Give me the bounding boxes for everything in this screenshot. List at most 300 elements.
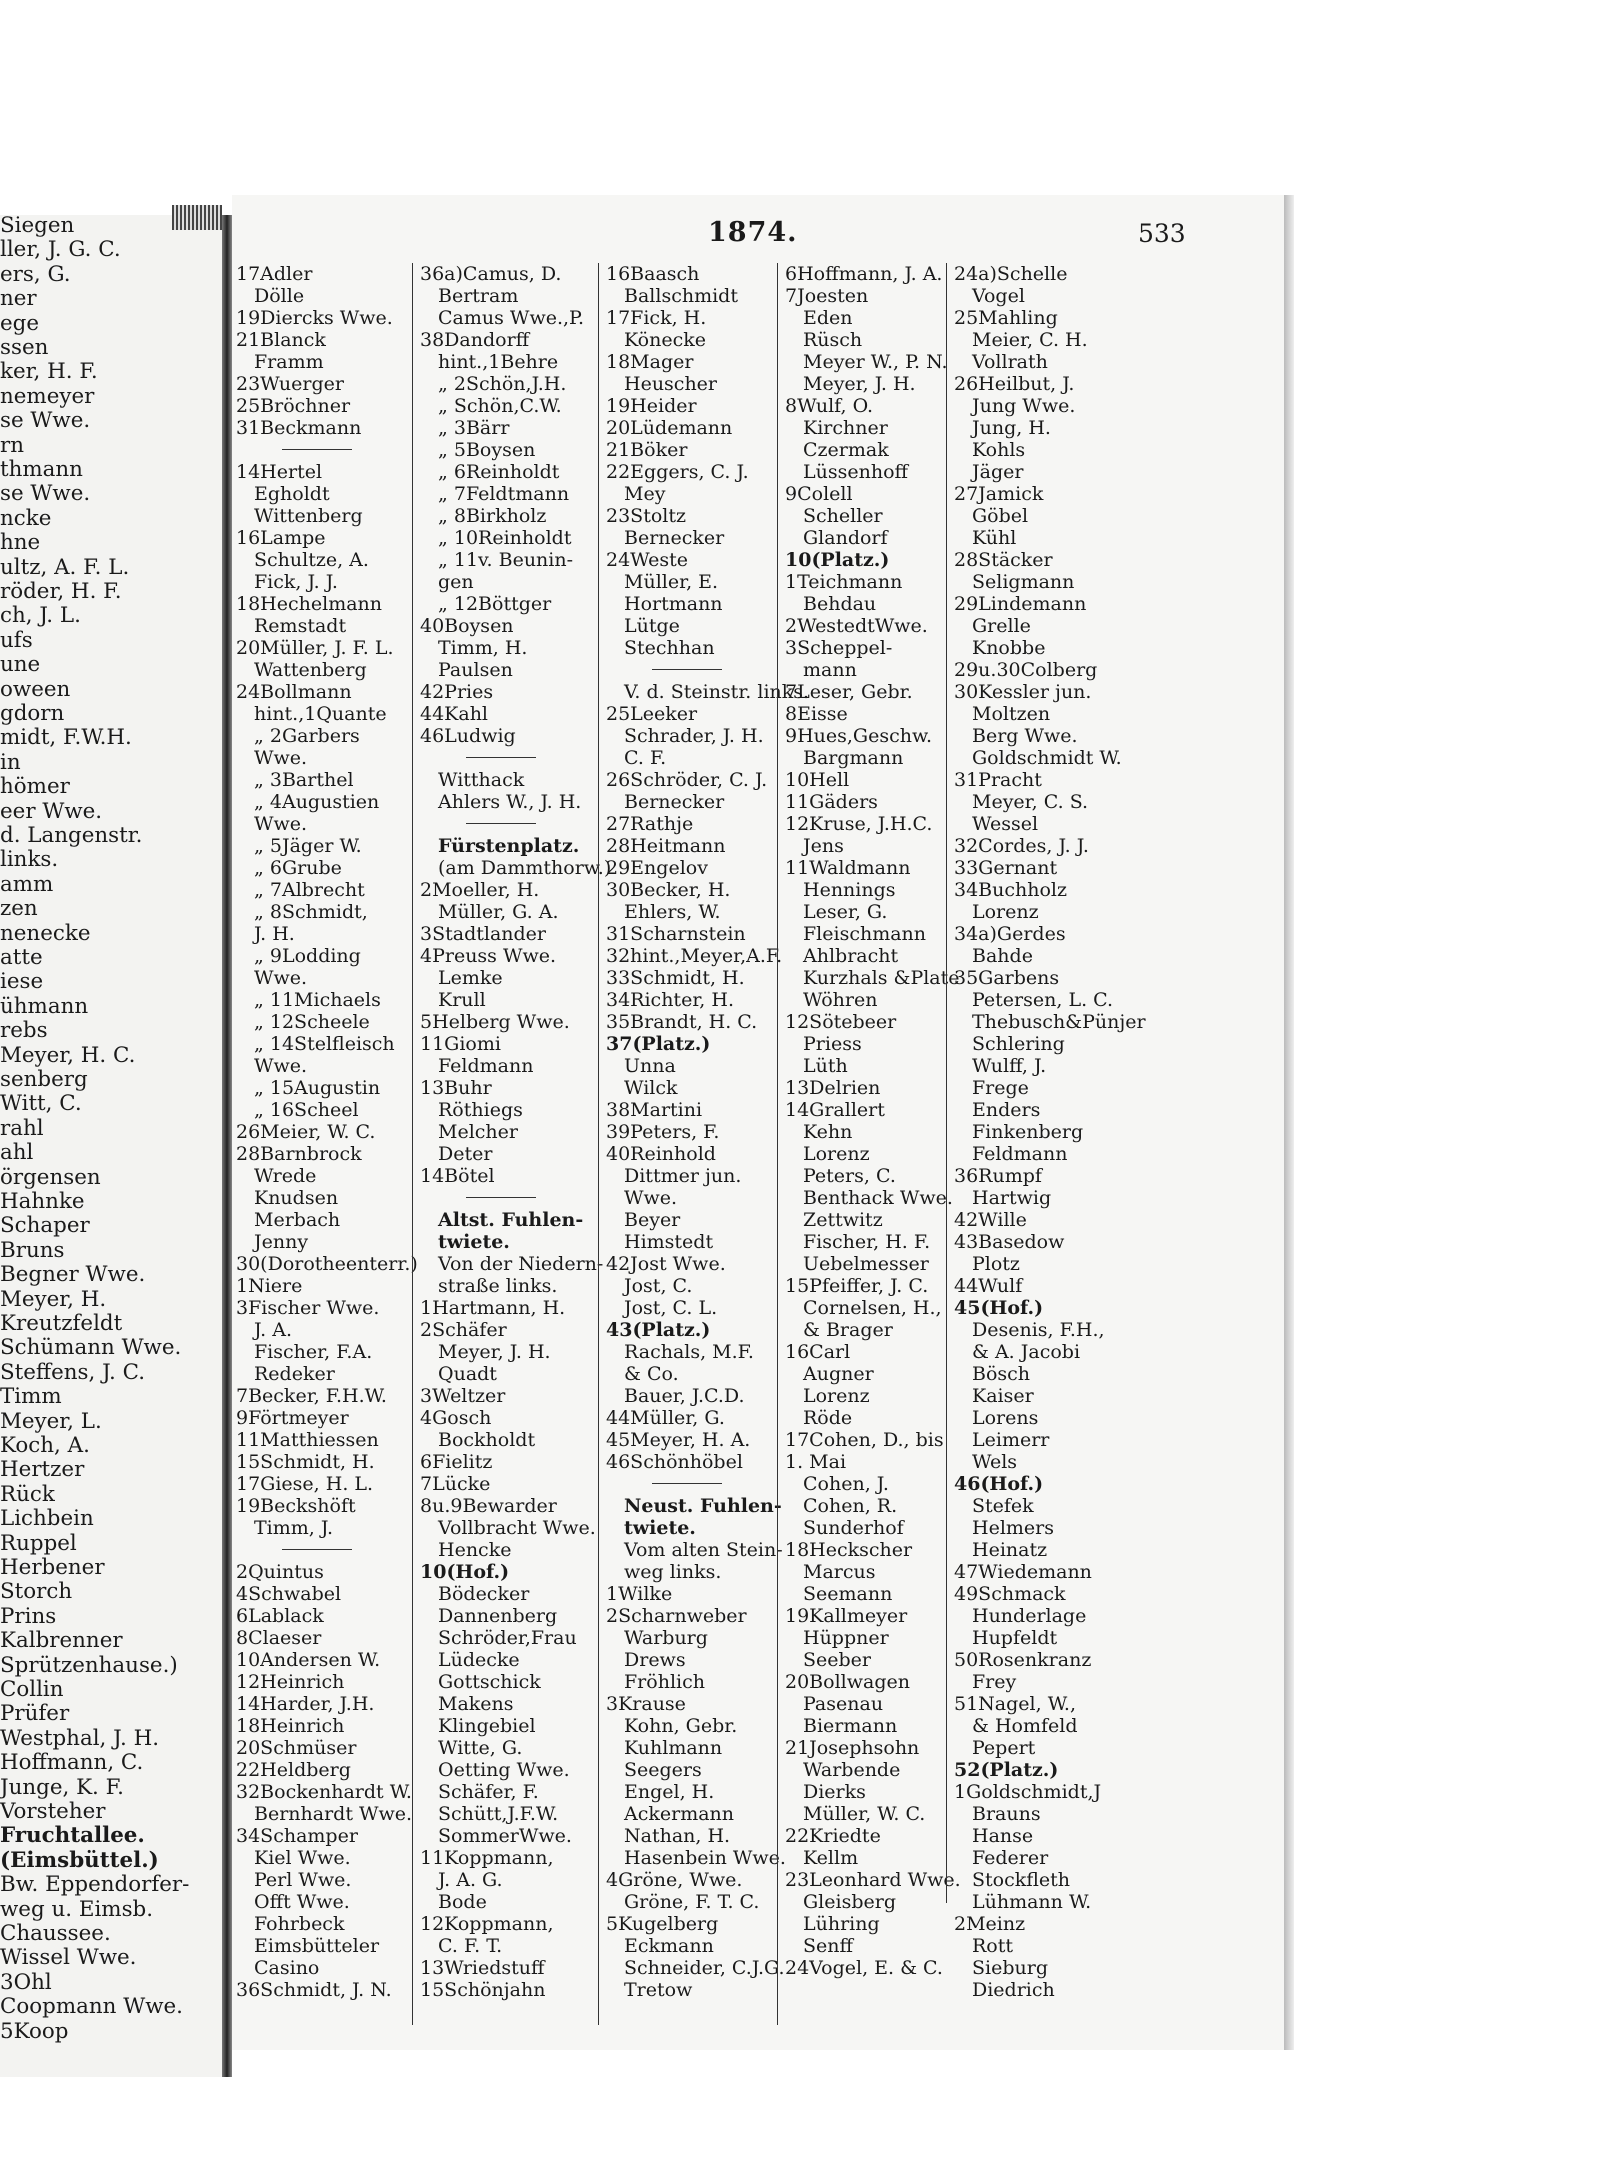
directory-entry: 19Beckshöft (236, 1495, 356, 1517)
directory-entry: 25Bröchner (236, 395, 351, 417)
directory-entry: & Brager (803, 1319, 893, 1341)
directory-entry: 6Fielitz (420, 1451, 493, 1473)
left-page-entry: Kreutzfeldt (0, 1311, 123, 1336)
directory-entry: 17Cohen, D., bis (785, 1429, 944, 1451)
directory-entry: Desenis, F.H., (972, 1319, 1105, 1341)
left-page-entry: Hoffmann, C. (0, 1750, 144, 1775)
directory-entry: Grelle (972, 615, 1031, 637)
directory-entry: 4Preuss Wwe. (420, 945, 557, 967)
directory-entry: Vogel (972, 285, 1025, 307)
directory-entry: Deter (438, 1143, 493, 1165)
directory-entry: 12Kruse, J.H.C. (785, 813, 933, 835)
directory-entry: Heinatz (972, 1539, 1048, 1561)
left-page-entry: rebs (0, 1018, 48, 1043)
directory-entry: Enders (972, 1099, 1041, 1121)
directory-entry: Biermann (803, 1715, 898, 1737)
left-page-entry: Meyer, L. (0, 1409, 102, 1434)
directory-entry: Fürstenplatz. (438, 835, 580, 857)
directory-entry: 38Dandorff (420, 329, 530, 351)
directory-entry: Senff (803, 1935, 853, 1957)
directory-entry: Engel, H. (624, 1781, 715, 1803)
directory-entry: „ 8Birkholz (438, 505, 547, 527)
directory-entry: 45Meyer, H. A. (606, 1429, 751, 1451)
directory-entry: 45(Hof.) (954, 1297, 1044, 1319)
directory-entry: 29Engelov (606, 857, 708, 879)
directory-entry: 19Heider (606, 395, 697, 417)
directory-entry: 20Müller, J. F. L. (236, 637, 394, 659)
directory-entry: Kellm (803, 1847, 859, 1869)
directory-entry: Lüth (803, 1055, 848, 1077)
directory-entry: 2Quintus (236, 1561, 324, 1583)
left-page-entry: Hahnke (0, 1189, 85, 1214)
directory-entry: Bargmann (803, 747, 904, 769)
left-page-entry: d. Langenstr. (0, 823, 143, 848)
directory-entry: SommerWwe. (438, 1825, 572, 1847)
left-page-entry: se Wwe. (0, 408, 91, 433)
directory-entry: 14Hertel (236, 461, 323, 483)
left-page-entry: senberg (0, 1067, 88, 1092)
directory-entry: Wessel (972, 813, 1039, 835)
directory-entry: 4Gröne, Wwe. (606, 1869, 743, 1891)
left-page-entry: Prins (0, 1604, 57, 1629)
directory-entry: Seligmann (972, 571, 1075, 593)
directory-entry: Cornelsen, H., (803, 1297, 942, 1319)
directory-entry: Timm, J. (254, 1517, 334, 1539)
directory-entry: Lühmann W. (972, 1891, 1092, 1913)
directory-entry: Klingebiel (438, 1715, 536, 1737)
directory-entry: Offt Wwe. (254, 1891, 350, 1913)
directory-entry: Warburg (624, 1627, 708, 1649)
left-page-entry: ller, J. G. C. (0, 237, 121, 262)
directory-entry: Warbende (803, 1759, 901, 1781)
directory-entry: 7Leser, Gebr. (785, 681, 913, 703)
left-page-entry: zen (0, 896, 38, 921)
directory-entry: Kühl (972, 527, 1017, 549)
directory-entry: J. A. (254, 1319, 292, 1341)
directory-entry: 4Schwabel (236, 1583, 342, 1605)
directory-entry: 42Wille (954, 1209, 1027, 1231)
directory-entry: Goldschmidt W. (972, 747, 1122, 769)
directory-entry: Wwe. (624, 1187, 678, 1209)
directory-entry: 22Kriedte (785, 1825, 881, 1847)
directory-entry: 35Brandt, H. C. (606, 1011, 758, 1033)
directory-entry: 26Meier, W. C. (236, 1121, 376, 1143)
section-rule (466, 1197, 536, 1198)
directory-entry: 7Lücke (420, 1473, 491, 1495)
directory-entry: & A. Jacobi (972, 1341, 1081, 1363)
directory-entry: 28Heitmann (606, 835, 726, 857)
left-page-entry: Sprützenhause.) (0, 1653, 178, 1678)
directory-entry: Bödecker (438, 1583, 530, 1605)
left-page-entry: in (0, 750, 21, 775)
directory-entry: 10Hell (785, 769, 850, 791)
directory-entry: Wattenberg (254, 659, 367, 681)
directory-entry: Quadt (438, 1363, 497, 1385)
left-page-entry: Witt, C. (0, 1091, 82, 1116)
directory-entry: 34Schamper (236, 1825, 358, 1847)
directory-entry: Glandorf (803, 527, 888, 549)
directory-entry: 1. Mai (785, 1451, 847, 1473)
directory-entry: Egholdt (254, 483, 330, 505)
column-5 (950, 263, 1284, 2028)
directory-entry: Himstedt (624, 1231, 714, 1253)
directory-entry: 2Moeller, H. (420, 879, 540, 901)
directory-entry: Meyer, J. H. (438, 1341, 551, 1363)
directory-entry: Makens (438, 1693, 514, 1715)
directory-entry: 31Scharnstein (606, 923, 746, 945)
directory-entry: Fischer, F.A. (254, 1341, 373, 1363)
directory-entry: Diedrich (972, 1979, 1055, 2001)
directory-entry: Pepert (972, 1737, 1036, 1759)
directory-entry: 3Weltzer (420, 1385, 506, 1407)
left-page-entry: Begner Wwe. (0, 1262, 146, 1287)
left-page-entry: Wissel Wwe. (0, 1945, 137, 1970)
directory-entry: 14Bötel (420, 1165, 495, 1187)
left-page-entry: Schümann Wwe. (0, 1335, 182, 1360)
directory-entry: Eden (803, 307, 853, 329)
directory-entry: Kohls (972, 439, 1026, 461)
directory-entry: 46Schönhöbel (606, 1451, 743, 1473)
left-page-entry: Collin (0, 1677, 64, 1702)
directory-entry: Seeber (803, 1649, 871, 1671)
directory-entry: 3Krause (606, 1693, 686, 1715)
directory-entry: 21Josephsohn (785, 1737, 920, 1759)
directory-entry: Röthiegs (438, 1099, 523, 1121)
directory-entry: 2Scharnweber (606, 1605, 747, 1627)
directory-entry: Meyer W., P. N. (803, 351, 948, 373)
directory-entry: 21Blanck (236, 329, 326, 351)
directory-entry: 18Heckscher (785, 1539, 913, 1561)
directory-entry: Meier, C. H. (972, 329, 1088, 351)
directory-entry: 25Mahling (954, 307, 1058, 329)
directory-entry: Kiel Wwe. (254, 1847, 351, 1869)
directory-entry: 38Martini (606, 1099, 703, 1121)
directory-entry: 11Waldmann (785, 857, 911, 879)
directory-entry: Bode (438, 1891, 487, 1913)
directory-page (232, 195, 1284, 2050)
directory-entry: 31Pracht (954, 769, 1042, 791)
directory-entry: 32Bockenhardt W. (236, 1781, 412, 1803)
directory-entry: Hartwig (972, 1187, 1052, 1209)
directory-entry: 30Kessler jun. (954, 681, 1092, 703)
left-page-entry: ers, G. (0, 262, 71, 287)
directory-entry: Helmers (972, 1517, 1054, 1539)
directory-entry: 22Eggers, C. J. (606, 461, 749, 483)
directory-entry: Wulff, J. (972, 1055, 1047, 1077)
directory-entry: 32hint.,Meyer,A.F. (606, 945, 783, 967)
left-page-entry: Schaper (0, 1213, 90, 1238)
directory-entry: 46Ludwig (420, 725, 516, 747)
directory-entry: 1Wilke (606, 1583, 673, 1605)
directory-entry: „ 11v. Beunin- (438, 549, 574, 571)
directory-entry: Ahlbracht (803, 945, 899, 967)
directory-entry: twiete. (624, 1517, 696, 1539)
left-page-entry: Hertzer (0, 1457, 85, 1482)
directory-entry: 50Rosenkranz (954, 1649, 1092, 1671)
directory-entry: Lüssenhoff (803, 461, 909, 483)
directory-entry: Schultze, A. (254, 549, 369, 571)
directory-entry: „ 12Böttger (438, 593, 552, 615)
directory-entry: Zettwitz (803, 1209, 883, 1231)
directory-entry: 13Wriedstuff (420, 1957, 545, 1979)
column-3 (602, 263, 810, 2028)
directory-entry: Fischer, H. F. (803, 1231, 931, 1253)
directory-entry: „ 9Lodding (254, 945, 361, 967)
left-page-entry: ultz, A. F. L. (0, 555, 130, 580)
directory-entry: 7Joesten (785, 285, 869, 307)
directory-entry: 17Adler (236, 263, 313, 285)
left-page-fragment (0, 215, 228, 2077)
directory-entry: Fröhlich (624, 1671, 705, 1693)
directory-entry: 12Sötebeer (785, 1011, 897, 1033)
directory-entry: Fohrbeck (254, 1913, 345, 1935)
directory-entry: 51Nagel, W., (954, 1693, 1076, 1715)
directory-entry: „ 15Augustin (254, 1077, 381, 1099)
directory-entry: Schlering (972, 1033, 1065, 1055)
left-page-entry: Westphal, J. H. (0, 1726, 160, 1751)
directory-entry: Timm, H. (438, 637, 528, 659)
directory-entry: „ 12Scheele (254, 1011, 370, 1033)
directory-entry: 6Lablack (236, 1605, 324, 1627)
directory-entry: Lemke (438, 967, 503, 989)
directory-entry: Schütt,J.F.W. (438, 1803, 559, 1825)
directory-entry: Meyer, J. H. (803, 373, 916, 395)
directory-entry: straße links. (438, 1275, 558, 1297)
directory-entry: Leimerr (972, 1429, 1050, 1451)
directory-entry: „ 7Albrecht (254, 879, 365, 901)
directory-entry: „ 6Grube (254, 857, 342, 879)
directory-entry: 10Andersen W. (236, 1649, 381, 1671)
directory-entry: Perl Wwe. (254, 1869, 352, 1891)
directory-entry: Frey (972, 1671, 1017, 1693)
directory-entry: „ 3Barthel (254, 769, 354, 791)
directory-entry: Göbel (972, 505, 1029, 527)
directory-entry: Lütge (624, 615, 680, 637)
directory-entry: Gröne, F. T. C. (624, 1891, 760, 1913)
directory-entry: „ 14Stelfleisch (254, 1033, 395, 1055)
directory-entry: 44Kahl (420, 703, 489, 725)
directory-entry: Wittenberg (254, 505, 363, 527)
directory-entry: Vom alten Stein- (624, 1539, 783, 1561)
left-page-entry: (Eimsbüttel.) (0, 1848, 159, 1873)
directory-entry: Bernhardt Wwe. (254, 1803, 413, 1825)
directory-entry: 9Förtmeyer (236, 1407, 349, 1429)
directory-entry: 21Böker (606, 439, 688, 461)
directory-entry: „ 5Jäger W. (254, 835, 362, 857)
directory-entry: 23Leonhard Wwe. (785, 1869, 961, 1891)
left-page-entry: nenecke (0, 921, 91, 946)
directory-entry: 3Fischer Wwe. (236, 1297, 380, 1319)
left-page-entry: ahl (0, 1140, 34, 1165)
directory-entry: Wilck (624, 1077, 678, 1099)
directory-entry: twiete. (438, 1231, 510, 1253)
directory-entry: Jung, H. (972, 417, 1051, 439)
directory-entry: Bahde (972, 945, 1033, 967)
left-page-entry: rahl (0, 1116, 44, 1141)
directory-entry: Priess (803, 1033, 862, 1055)
left-page-entry: ncke (0, 506, 52, 531)
directory-entry: 16Carl (785, 1341, 851, 1363)
directory-entry: 1Hartmann, H. (420, 1297, 566, 1319)
directory-entry: 34Richter, H. (606, 989, 734, 1011)
left-page-entry: 5Koop (0, 2019, 69, 2044)
directory-entry: 31Beckmann (236, 417, 362, 439)
directory-entry: Hortmann (624, 593, 723, 615)
directory-entry: 11Gäders (785, 791, 878, 813)
directory-entry: Vollrath (972, 351, 1048, 373)
directory-entry: 2Schäfer (420, 1319, 507, 1341)
directory-entry: 29Lindemann (954, 593, 1087, 615)
directory-entry: Oetting Wwe. (438, 1759, 570, 1781)
directory-entry: Fleischmann (803, 923, 927, 945)
directory-entry: Müller, G. A. (438, 901, 559, 923)
directory-entry: Pasenau (803, 1693, 884, 1715)
directory-entry: hint.,1Behre (438, 351, 559, 373)
directory-entry: Jost, C. (624, 1275, 693, 1297)
left-page-entry: 3Ohl (0, 1970, 52, 1995)
directory-entry: Witthack (438, 769, 525, 791)
directory-entry: 5Helberg Wwe. (420, 1011, 570, 1033)
directory-entry: Müller, W. C. (803, 1803, 926, 1825)
directory-entry: & Co. (624, 1363, 679, 1385)
directory-entry: Hencke (438, 1539, 512, 1561)
left-page-entry: Steffens, J. C. (0, 1360, 146, 1385)
directory-entry: Hennings (803, 879, 896, 901)
directory-entry: 22Heldberg (236, 1759, 351, 1781)
directory-entry: Kuhlmann (624, 1737, 723, 1759)
directory-entry: Frege (972, 1077, 1029, 1099)
left-page-entry: amm (0, 872, 54, 897)
directory-entry: Von der Niedern- (438, 1253, 604, 1275)
directory-entry: Neust. Fuhlen- (624, 1495, 782, 1517)
directory-entry: Knobbe (972, 637, 1046, 659)
directory-entry: Schneider, C.J.G. (624, 1957, 785, 1979)
left-page-entry: ker, H. F. (0, 359, 98, 384)
directory-entry: 25Leeker (606, 703, 698, 725)
directory-entry: 47Wiedemann (954, 1561, 1092, 1583)
directory-entry: Melcher (438, 1121, 518, 1143)
directory-entry: V. d. Steinstr. links. (624, 681, 810, 703)
directory-entry: Heuscher (624, 373, 718, 395)
directory-entry: 43(Platz.) (606, 1319, 711, 1341)
directory-entry: Knudsen (254, 1187, 339, 1209)
directory-entry: Schröder,Frau (438, 1627, 577, 1649)
directory-entry: „ 3Bärr (438, 417, 510, 439)
directory-entry: 18Heinrich (236, 1715, 345, 1737)
directory-entry: „ 11Michaels (254, 989, 381, 1011)
directory-entry: 37(Platz.) (606, 1033, 711, 1055)
directory-entry: Bösch (972, 1363, 1031, 1385)
directory-entry: Lorenz (972, 901, 1039, 923)
directory-entry: 33Gernant (954, 857, 1058, 879)
directory-entry: 44Wulf (954, 1275, 1023, 1297)
directory-entry: Seemann (803, 1583, 893, 1605)
directory-entry: 40Boysen (420, 615, 514, 637)
directory-entry: 19Kallmeyer (785, 1605, 908, 1627)
left-page-entry: ufs (0, 628, 33, 653)
directory-entry: 27Rathje (606, 813, 694, 835)
directory-entry: Berg Wwe. (972, 725, 1078, 747)
directory-entry: weg links. (624, 1561, 722, 1583)
directory-entry: Wöhren (803, 989, 878, 1011)
directory-entry: Wrede (254, 1165, 317, 1187)
directory-entry: Jost, C. L. (624, 1297, 718, 1319)
directory-entry: 4Gosch (420, 1407, 492, 1429)
directory-entry: Nathan, H. (624, 1825, 731, 1847)
directory-entry: 8Wulf, O. (785, 395, 874, 417)
directory-entry: 28Stäcker (954, 549, 1053, 571)
directory-entry: 2WestedtWwe. (785, 615, 928, 637)
directory-entry: Wels (972, 1451, 1018, 1473)
directory-entry: Bauer, J.C.D. (624, 1385, 745, 1407)
directory-entry: Wwe. (254, 1055, 308, 1077)
directory-entry: 11Giomi (420, 1033, 501, 1055)
directory-entry: 28Barnbrock (236, 1143, 362, 1165)
section-rule (652, 669, 722, 670)
directory-entry: 11Matthiessen (236, 1429, 379, 1451)
directory-entry: 40Reinhold (606, 1143, 716, 1165)
left-page-entry: Herbener (0, 1555, 105, 1580)
directory-entry: Augner (803, 1363, 874, 1385)
directory-entry: „ 6Reinholdt (438, 461, 560, 483)
directory-entry: Finkenberg (972, 1121, 1084, 1143)
left-page-entry: iese (0, 969, 44, 994)
directory-entry: 23Wuerger (236, 373, 344, 395)
directory-entry: Stefek (972, 1495, 1034, 1517)
left-page-entry: Meyer, H. (0, 1287, 107, 1312)
left-page-entry: Vorsteher (0, 1799, 106, 1824)
directory-entry: 39Peters, F. (606, 1121, 720, 1143)
directory-entry: J. A. G. (438, 1869, 503, 1891)
page-gutter (222, 215, 232, 2077)
directory-entry: 36Schmidt, J. N. (236, 1979, 392, 2001)
directory-entry: Hüppner (803, 1627, 889, 1649)
directory-entry: Jens (803, 835, 844, 857)
left-page-entry: Meyer, H. C. (0, 1043, 136, 1068)
directory-entry: Ahlers W., J. H. (438, 791, 582, 813)
directory-entry: 26Heilbut, J. (954, 373, 1075, 395)
left-page-entry: ch, J. L. (0, 603, 81, 628)
directory-entry: 20Schmüser (236, 1737, 357, 1759)
directory-entry: 16Lampe (236, 527, 326, 549)
left-page-entry: Koch, A. (0, 1433, 90, 1458)
directory-entry: Behdau (803, 593, 877, 615)
directory-entry: Leser, G. (803, 901, 888, 923)
directory-entry: 11Koppmann, (420, 1847, 554, 1869)
directory-entry: 20Lüdemann (606, 417, 733, 439)
directory-entry: Redeker (254, 1363, 335, 1385)
directory-entry: C. F. (624, 747, 667, 769)
directory-entry: Rachals, M.F. (624, 1341, 754, 1363)
directory-entry: 24a)Schelle (954, 263, 1068, 285)
directory-entry: 18Mager (606, 351, 694, 373)
directory-entry: Stechhan (624, 637, 715, 659)
directory-entry: C. F. T. (438, 1935, 503, 1957)
directory-entry: Gottschick (438, 1671, 541, 1693)
directory-entry: Rüsch (803, 329, 863, 351)
directory-entry: Schäfer, F. (438, 1781, 539, 1803)
directory-entry: Altst. Fuhlen- (438, 1209, 584, 1231)
directory-entry: Federer (972, 1847, 1049, 1869)
directory-entry: 32Cordes, J. J. (954, 835, 1089, 857)
left-page-entry: links. (0, 847, 59, 872)
directory-entry: mann (803, 659, 857, 681)
directory-entry: Bernecker (624, 791, 725, 813)
left-page-entry: weg u. Eimsb. (0, 1897, 154, 1922)
left-page-entry: ege (0, 311, 40, 336)
directory-entry: Scheller (803, 505, 883, 527)
directory-entry: Wwe. (254, 813, 308, 835)
